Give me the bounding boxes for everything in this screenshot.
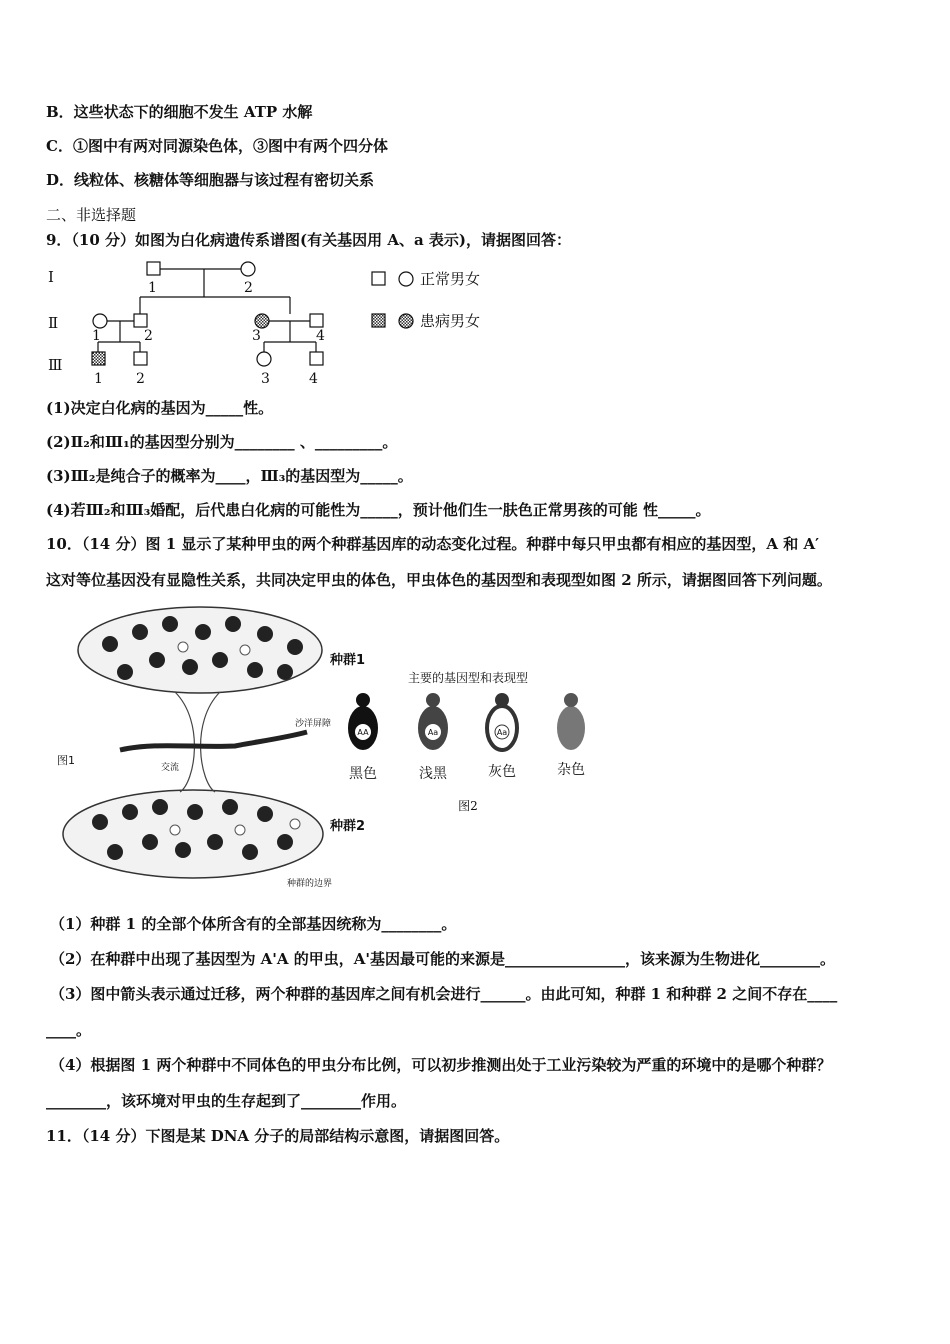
fig1-pop2-label: 种群2: [330, 819, 366, 834]
fig2-genotype-3: Aa: [496, 728, 508, 737]
legend-normal-male-icon: [372, 272, 385, 285]
gen-label-i: Ⅰ: [48, 268, 54, 286]
iii3-num: 3: [261, 371, 270, 387]
option-c: C．①图中有两对同源染色体，③图中有两个四分体: [46, 137, 388, 155]
q10-part3a: （3）图中箭头表示通过迁移，两个种群的基因库之间有机会进行______。由此可知，种群 1 和种群 2 之间不存在____: [50, 985, 838, 1003]
fig1-pop1-label: 种群1: [330, 653, 366, 668]
legend-affected-female-icon: [399, 314, 413, 328]
q9-part2: (2)Ⅱ₂和Ⅲ₁的基因型分别为________ 、_________。: [46, 433, 398, 451]
iii3-normal-female: [257, 352, 271, 366]
iii4-num: 4: [309, 371, 318, 387]
q10-part3b: ____。: [46, 1021, 92, 1039]
ii3-affected-female: [255, 314, 269, 328]
fig1-label: 图1: [57, 754, 75, 767]
i2-num: 2: [244, 280, 253, 296]
fig2-title: 主要的基因型和表现型: [408, 671, 529, 685]
iii1-affected-male: [92, 352, 105, 365]
q9-stem: 9．（10 分）如图为白化病遗传系谱图(有关基因用 A、a 表示)，请据图回答：: [46, 231, 572, 249]
iii2-num: 2: [136, 371, 145, 387]
ii2-num: 2: [144, 328, 153, 344]
q9-part4: (4)若Ⅲ₂和Ⅲ₃婚配，后代患白化病的可能性为_____，预计他们生一肤色正常男孩的可能 性_____。: [46, 501, 711, 519]
fig1-barrier-label: 沙洋屏障: [295, 719, 332, 729]
q9-part3: (3)Ⅲ₂是纯合子的概率为____，Ⅲ₃的基因型为_____。: [46, 467, 413, 485]
section-title: 二、非选择题: [46, 206, 137, 224]
fig1-exchange-label: 交流: [161, 763, 180, 773]
q10-part4a: （4）根据图 1 两个种群中不同体色的甲虫分布比例，可以初步推测出处于工业污染较为严重的环境中的是哪个种群？: [50, 1056, 832, 1074]
option-b: B．这些状态下的细胞不发生 ATP 水解: [46, 103, 313, 121]
fig1-boundary-label: 种群的边界: [287, 879, 333, 889]
option-d: D．线粒体、核糖体等细胞器与该过程有密切关系: [46, 171, 375, 189]
iii2-normal-male: [134, 352, 147, 365]
ii4-normal-male: [310, 314, 323, 327]
iii1-num: 1: [94, 371, 103, 387]
q10-part1: （1）种群 1 的全部个体所含有的全部基因统称为________。: [50, 915, 457, 933]
q11-stem: 11．（14 分）下图是某 DNA 分子的局部结构示意图，请据图回答。: [46, 1127, 510, 1145]
q10-stem-2: 这对等位基因没有显隐性关系，共同决定甲虫的体色，甲虫体色的基因型和表现型如图 2 所示，请据图回答下列问题。: [46, 571, 832, 589]
ii1-normal-female: [93, 314, 107, 328]
ii3-num: 3: [252, 328, 261, 344]
legend-affected-male-icon: [372, 314, 385, 327]
fig2-phenotype-2: 浅黑: [419, 766, 447, 782]
ii1-num: 1: [92, 328, 101, 344]
i2-normal-female: [241, 262, 255, 276]
q9-part1: (1)决定白化病的基因为_____性。: [46, 399, 274, 417]
i1-normal-male: [147, 262, 160, 275]
fig2-phenotype-3: 灰色: [488, 764, 516, 780]
ii2-normal-male: [134, 314, 147, 327]
legend-normal-label: 正常男女: [420, 270, 481, 288]
fig2-phenotype-4: 杂色: [557, 762, 585, 778]
iii4-normal-male: [310, 352, 323, 365]
gen-label-iii: Ⅲ: [48, 356, 63, 374]
legend-normal-female-icon: [399, 272, 413, 286]
fig2-phenotype-1: 黑色: [349, 766, 377, 782]
gen-label-ii: Ⅱ: [48, 314, 59, 332]
pedigree-chart: [40, 252, 520, 392]
q10-part4b: ________，该环境对甲虫的生存起到了________作用。: [46, 1092, 407, 1110]
fig2-label: 图2: [458, 799, 478, 813]
legend-affected-label: 患病男女: [420, 312, 481, 330]
figure-2-genotypes: [330, 640, 590, 820]
fig2-genotype-2: Aa: [427, 728, 439, 737]
q10-stem-1: 10．（14 分）图 1 显示了某种甲虫的两个种群基因库的动态变化过程。种群中每只甲虫都有相应的基因型，A 和 A′: [46, 535, 820, 553]
q10-part2: （2）在种群中出现了基因型为 A'A 的甲虫，A'基因最可能的来源是________________，该来源为生物进化________。: [50, 950, 835, 968]
fig2-genotype-1: AA: [357, 728, 369, 737]
i1-num: 1: [148, 280, 157, 296]
ii4-num: 4: [316, 328, 325, 344]
